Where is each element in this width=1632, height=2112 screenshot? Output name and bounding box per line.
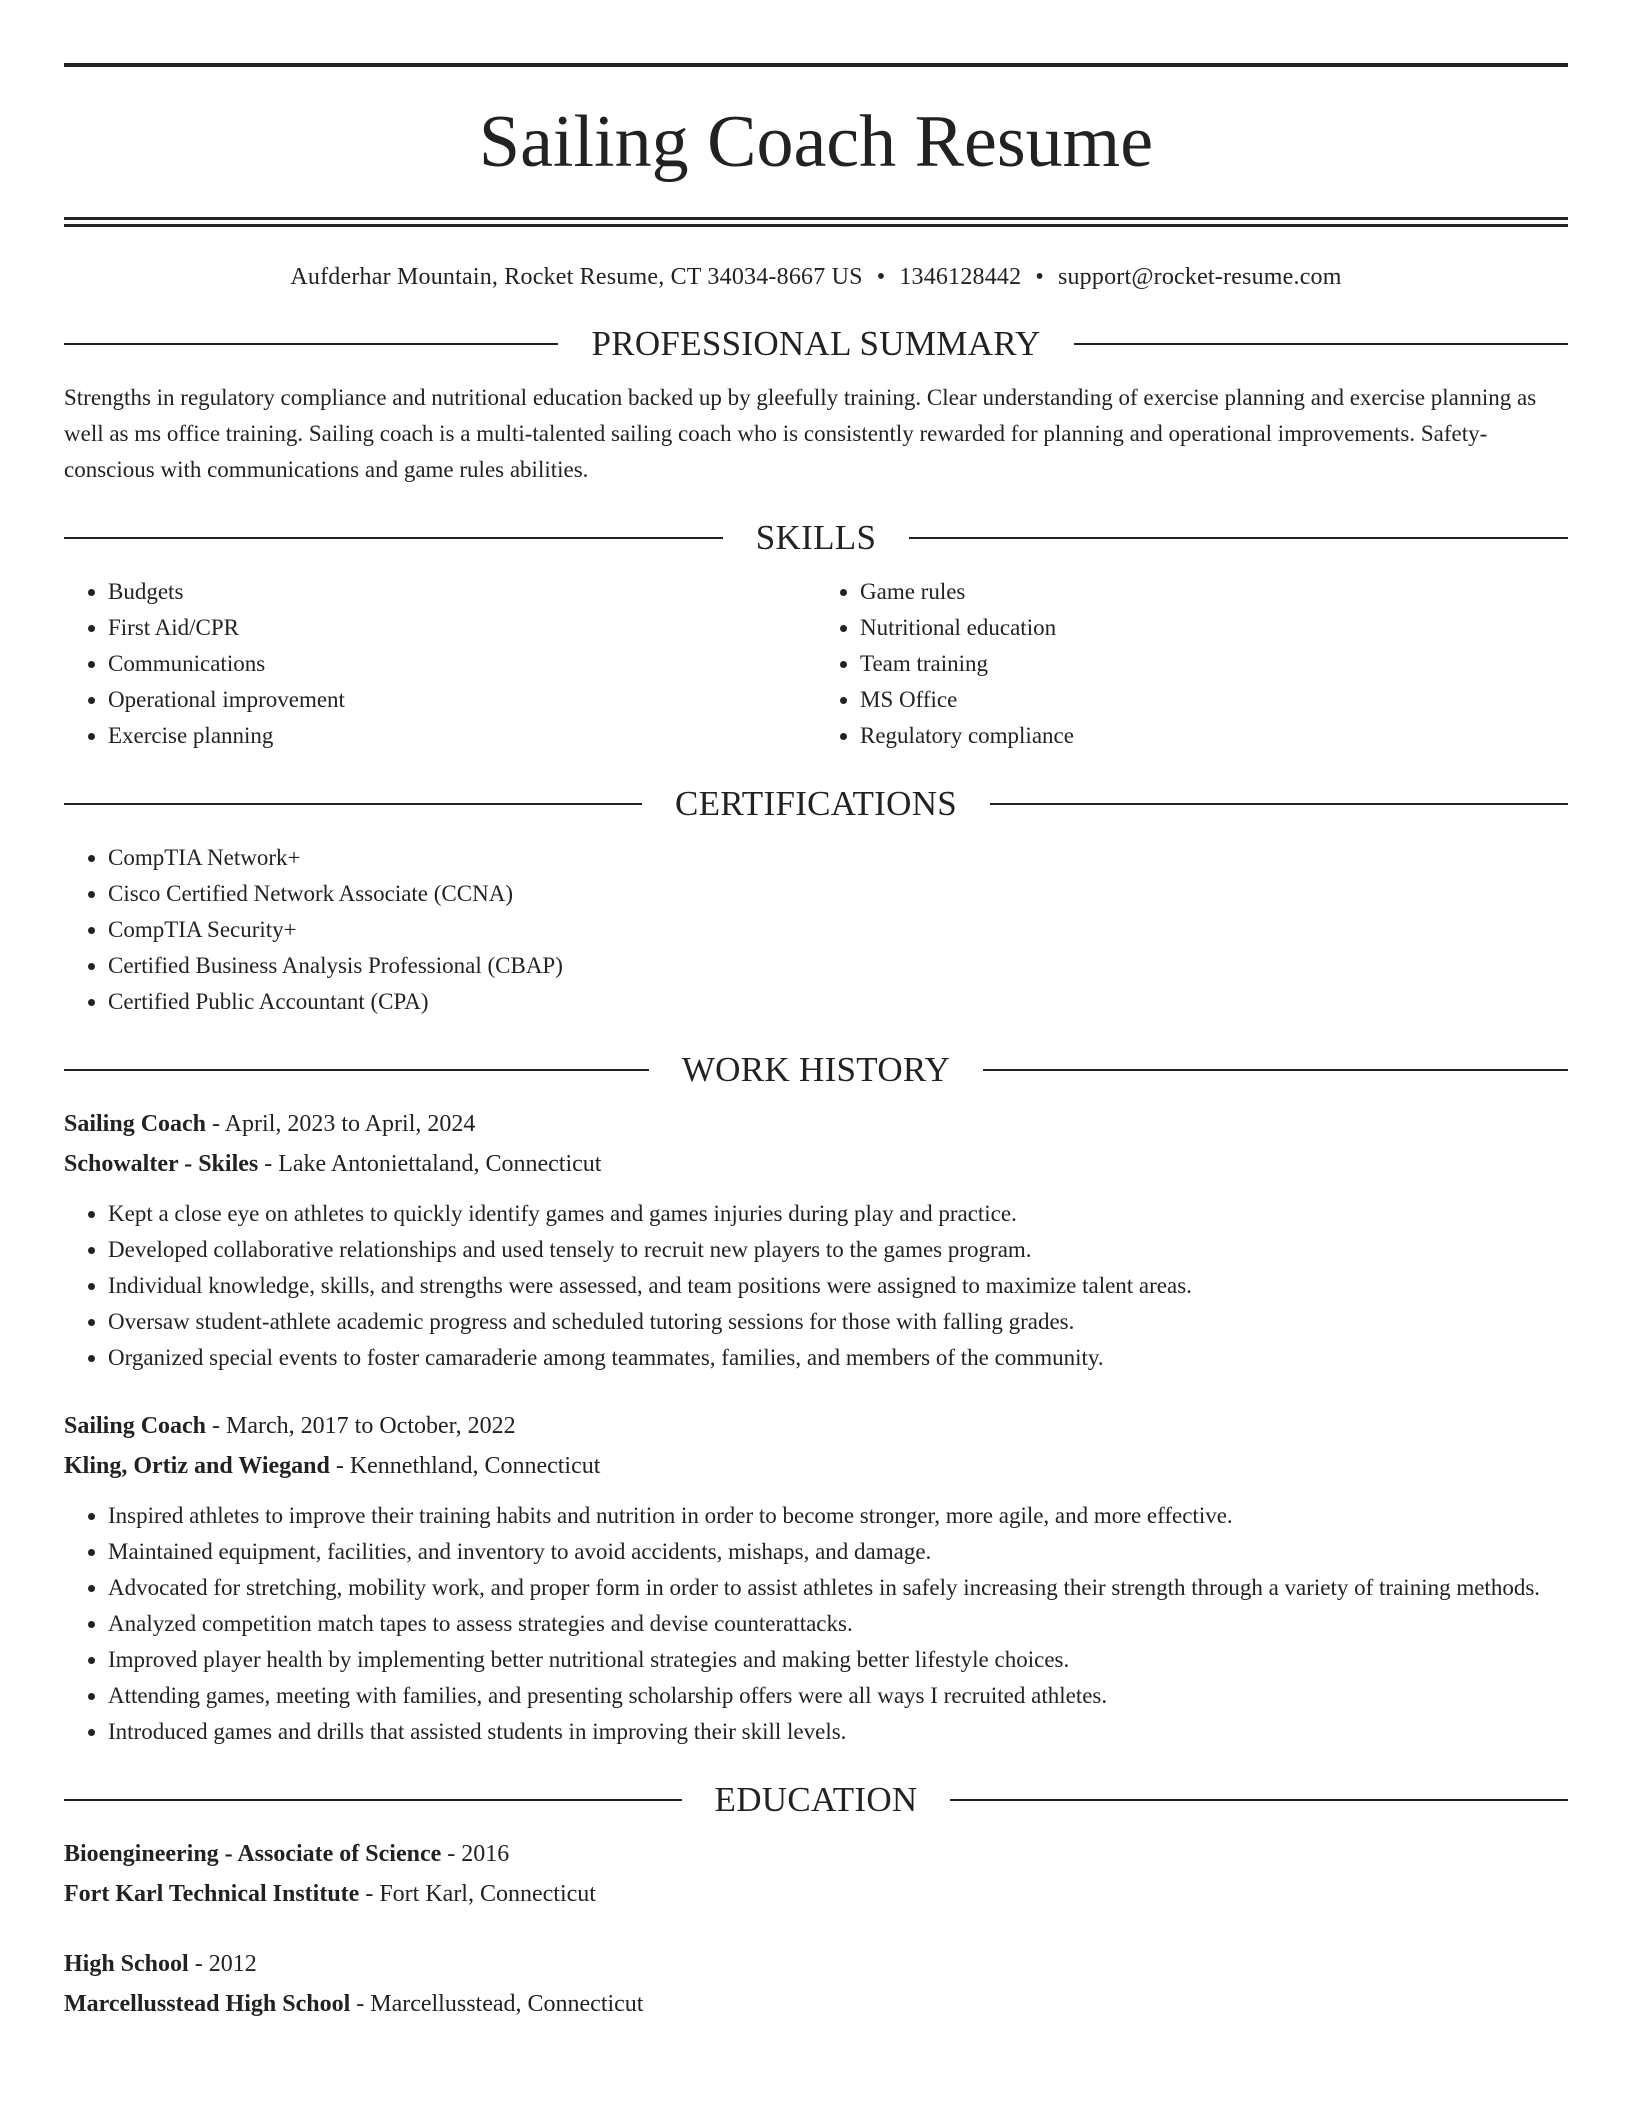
- work-heading: WORK HISTORY: [681, 1050, 951, 1089]
- skills-list-left: [64, 574, 816, 754]
- job-bullet: • Kept a close eye on athletes to quickly identify games and games injuries during play and practice.: [108, 1196, 1568, 1232]
- certification-item: • Certified Business Analysis Professional (CBAP): [108, 948, 1568, 984]
- job-bullet: • Organized special events to foster camaraderie among teammates, families, and members of the community.: [108, 1340, 1568, 1376]
- job-bullet: • Improved player health by implementing better nutritional strategies and making better lifestyle choices.: [108, 1642, 1568, 1678]
- contact-separator: •: [876, 264, 886, 290]
- job-location: - Kennethland, Connecticut: [329, 1453, 601, 1479]
- certification-item: • Certified Public Accountant (CPA): [108, 984, 1568, 1020]
- certifications-section-heading: [64, 782, 1568, 826]
- job-dates: - April, 2023 to April, 2024: [206, 1111, 476, 1137]
- skill-item: • Budgets: [108, 574, 816, 610]
- heading-rule-left: [64, 1069, 649, 1071]
- job-entry: [64, 1104, 1568, 1376]
- certification-item: • Cisco Certified Network Associate (CCNA): [108, 876, 1568, 912]
- education-school-line: [64, 1874, 1568, 1914]
- job-company: Kling, Ortiz and Wiegand: [64, 1453, 330, 1479]
- education-degree-line: [64, 1944, 1568, 1984]
- heading-rule-left: [64, 1799, 682, 1801]
- heading-rule-right: [950, 1799, 1568, 1801]
- education-degree-line: [64, 1834, 1568, 1874]
- skill-item: • MS Office: [860, 682, 1568, 718]
- certification-item: • CompTIA Security+: [108, 912, 1568, 948]
- skills-section-heading: [64, 516, 1568, 560]
- certifications-heading: CERTIFICATIONS: [674, 784, 958, 823]
- education-entry: [64, 1944, 1568, 2024]
- job-bullet-list: [64, 1196, 1568, 1376]
- top-rule: [64, 63, 1568, 67]
- job-bullet: • Individual knowledge, skills, and strengths were assessed, and team positions were assigned to maximize talent areas.: [108, 1268, 1568, 1304]
- skills-heading: SKILLS: [755, 518, 877, 557]
- heading-rule-right: [1074, 343, 1568, 345]
- education-entry: [64, 1834, 1568, 1914]
- job-dates: - March, 2017 to October, 2022: [206, 1413, 516, 1439]
- summary-text: Strengths in regulatory compliance and nutritional education backed up by gleefully training. Clear understanding of exercise planning and exercise planning as well as ms office training. Sailing coach is a multi-talented sailing coach who is consistently rewarded for planning and operational improvements. Safety-conscious with communications and game rules abilities.: [64, 385, 1537, 482]
- certifications-list: [64, 840, 1568, 1020]
- contact-separator: •: [1035, 264, 1044, 290]
- skill-item: • Communications: [108, 646, 816, 682]
- job-bullet: • Oversaw student-athlete academic progress and scheduled tutoring sessions for those with falling grades.: [108, 1304, 1568, 1340]
- summary-heading: PROFESSIONAL SUMMARY: [591, 324, 1041, 363]
- job-bullet: • Introduced games and drills that assisted students in improving their skill levels.: [108, 1714, 1568, 1750]
- job-location: - Lake Antoniettaland, Connecticut: [258, 1151, 602, 1177]
- job-entry: [64, 1406, 1568, 1750]
- job-title-line: [64, 1406, 1568, 1446]
- job-bullet: • Developed collaborative relationships and used tensely to recruit new players to the games program.: [108, 1232, 1568, 1268]
- skill-item: • First Aid/CPR: [108, 610, 816, 646]
- contact-phone: 1346128442: [899, 264, 1022, 290]
- contact-email: support@rocket-resume.com: [1057, 264, 1342, 290]
- heading-rule-left: [64, 537, 723, 539]
- heading-rule-right: [990, 803, 1568, 805]
- skill-item: • Regulatory compliance: [860, 718, 1568, 754]
- certification-item: • CompTIA Network+: [108, 840, 1568, 876]
- job-bullet: • Attending games, meeting with families, and presenting scholarship offers were all ways I recruited athletes.: [108, 1678, 1568, 1714]
- resume-page: [64, 0, 1568, 2024]
- education-heading: EDUCATION: [714, 1780, 918, 1819]
- education-degree: Bioengineering - Associate of Science: [64, 1841, 442, 1867]
- skill-item: • Nutritional education: [860, 610, 1568, 646]
- job-bullet: • Advocated for stretching, mobility work, and proper form in order to assist athletes in safely increasing their strength through a variety of training methods.: [108, 1570, 1568, 1606]
- skill-item: • Operational improvement: [108, 682, 816, 718]
- job-company: Schowalter - Skiles: [64, 1151, 259, 1177]
- skills-columns: [64, 574, 1568, 754]
- skills-list-right: [816, 574, 1568, 754]
- heading-rule-left: [64, 803, 642, 805]
- page-title: Sailing Coach Resume: [478, 101, 1154, 183]
- skill-item: • Exercise planning: [108, 718, 816, 754]
- education-degree: High School: [64, 1951, 189, 1977]
- education-school: Fort Karl Technical Institute: [64, 1881, 360, 1907]
- title-double-rule: [64, 217, 1568, 227]
- job-company-line: [64, 1144, 1568, 1184]
- education-school-line: [64, 1984, 1568, 2024]
- contact-line: [64, 260, 1568, 294]
- work-section-heading: [64, 1048, 1568, 1092]
- education-location: - Fort Karl, Connecticut: [359, 1881, 596, 1907]
- skill-item: • Game rules: [860, 574, 1568, 610]
- job-bullet: • Inspired athletes to improve their training habits and nutrition in order to become stronger, more agile, and more effective.: [108, 1498, 1568, 1534]
- heading-rule-right: [909, 537, 1568, 539]
- job-title-line: [64, 1104, 1568, 1144]
- education-school: Marcellusstead High School: [64, 1991, 351, 2017]
- education-location: - Marcellusstead, Connecticut: [350, 1991, 644, 2017]
- heading-rule-right: [983, 1069, 1568, 1071]
- job-title: Sailing Coach: [64, 1111, 207, 1137]
- summary-section-heading: [64, 322, 1568, 366]
- heading-rule-left: [64, 343, 558, 345]
- job-title: Sailing Coach: [64, 1413, 207, 1439]
- job-bullet: • Analyzed competition match tapes to assess strategies and devise counterattacks.: [108, 1606, 1568, 1642]
- education-year: - 2016: [441, 1841, 510, 1867]
- job-bullet-list: [64, 1498, 1568, 1750]
- education-year: - 2012: [188, 1951, 257, 1977]
- education-section-heading: [64, 1778, 1568, 1822]
- contact-address: Aufderhar Mountain, Rocket Resume, CT 34034-8667 US: [290, 264, 863, 290]
- job-bullet: • Maintained equipment, facilities, and inventory to avoid accidents, mishaps, and damage.: [108, 1534, 1568, 1570]
- job-company-line: [64, 1446, 1568, 1486]
- skill-item: • Team training: [860, 646, 1568, 682]
